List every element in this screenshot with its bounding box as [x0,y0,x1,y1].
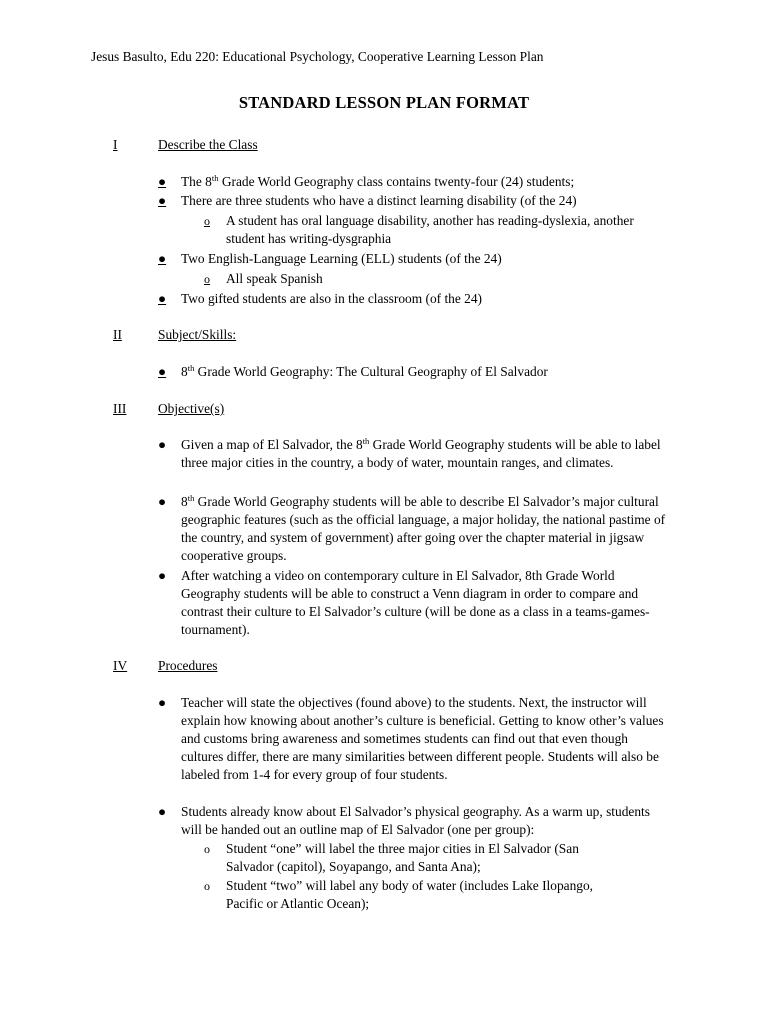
sub-list-item-text: A student has oral language disability, another has reading-dyslexia, another student has writing-dysgraphia [226,213,634,246]
circle-bullet-icon: o [204,842,210,856]
bullet-icon: ● [158,804,167,819]
section-heading-subject-skills [113,326,237,344]
list-item-text: Given a map of El Salvador, the 8th Grade World Geography students will be able to label three major cities in the country, a body of water, mountain ranges, and climates. [181,436,661,470]
section-heading-objectives [113,400,225,418]
list-item [158,173,678,191]
sub-list-item-text: Student “one” will label the three major cities in El Salvador (San Salvador (capitol), Soyapango, and Santa Ana); [226,841,579,874]
document-header: Jesus Basulto, Edu 220: Educational Psychology, Cooperative Learning Lesson Plan [91,49,544,64]
bullet-icon: ● [158,291,167,306]
bullet-icon: ● [158,193,167,208]
list-item-text: The 8th Grade World Geography class contains twenty-four (24) students; [181,173,575,189]
section-title: Describe the Class [158,137,258,152]
bullet-icon: ● [158,568,167,583]
section-number: I [113,137,118,152]
section-heading-procedures [113,657,218,675]
list-item-text: Students already know about El Salvador’s physical geography. As a warm up, students will be handed out an outline map of El Salvador (one per group): [181,804,650,837]
bullet-icon: ● [158,695,167,710]
circle-bullet-icon: o [204,214,210,228]
section-title: Subject/Skills: [158,327,237,342]
list-item [158,694,668,784]
list-item-text: Two English-Language Learning (ELL) students (of the 24) [181,251,502,266]
list-item [158,250,678,268]
list-item [158,192,678,210]
bullet-icon: ● [158,494,167,509]
list-item [158,363,678,381]
section-title: Procedures [158,658,218,673]
sub-list-item [204,877,624,913]
bullet-icon: ● [158,437,167,452]
section-title: Objective(s) [158,401,225,416]
list-item [158,567,668,639]
sub-list-item-text: All speak Spanish [226,271,323,286]
bullet-icon: ● [158,251,167,266]
section-number: III [113,401,127,416]
list-item [158,493,668,565]
list-item-text: Two gifted students are also in the classroom (of the 24) [181,291,483,306]
document-title: STANDARD LESSON PLAN FORMAT [238,93,530,112]
list-item-text: 8th Grade World Geography: The Cultural Geography of El Salvador [181,363,548,379]
section-heading-describe-class [113,136,258,154]
circle-bullet-icon: o [204,879,210,893]
bullet-icon: ● [158,364,167,379]
sub-list-item [204,212,634,248]
section-number: IV [113,658,128,673]
section-number: II [113,327,122,342]
list-item-text: Teacher will state the objectives (found above) to the students. Next, the instructor will explain how knowing about another’s culture is beneficial. Getting to know other’s values and customs bring awareness and sometimes students can find out that even though cultures differ, there are many similarities between different people. Students will also be labeled from 1-4 for every group of four students. [181,695,664,782]
list-item [158,803,668,839]
sub-list-item [204,270,644,288]
circle-bullet-icon: o [204,272,210,286]
list-item-text: After watching a video on contemporary culture in El Salvador, 8th Grade World Geography students will be able to construct a Venn diagram in order to compare and contrast their culture to El Salvador’s culture (will be done as a class in a teams-games-tournament). [181,568,650,637]
list-item-text: There are three students who have a distinct learning disability (of the 24) [181,193,577,208]
list-item-text: 8th Grade World Geography students will be able to describe El Salvador’s major cultural geographic features (such as the official language, a major holiday, the national pastime of the country, and system of government) after going over the chapter material in jigsaw cooperative groups. [181,493,666,563]
sub-list-item-text: Student “two” will label any body of water (includes Lake Ilopango, Pacific or Atlantic Ocean); [226,878,594,911]
sub-list-item [204,840,624,876]
bullet-icon: ● [158,174,167,189]
list-item [158,436,668,472]
list-item [158,290,678,308]
